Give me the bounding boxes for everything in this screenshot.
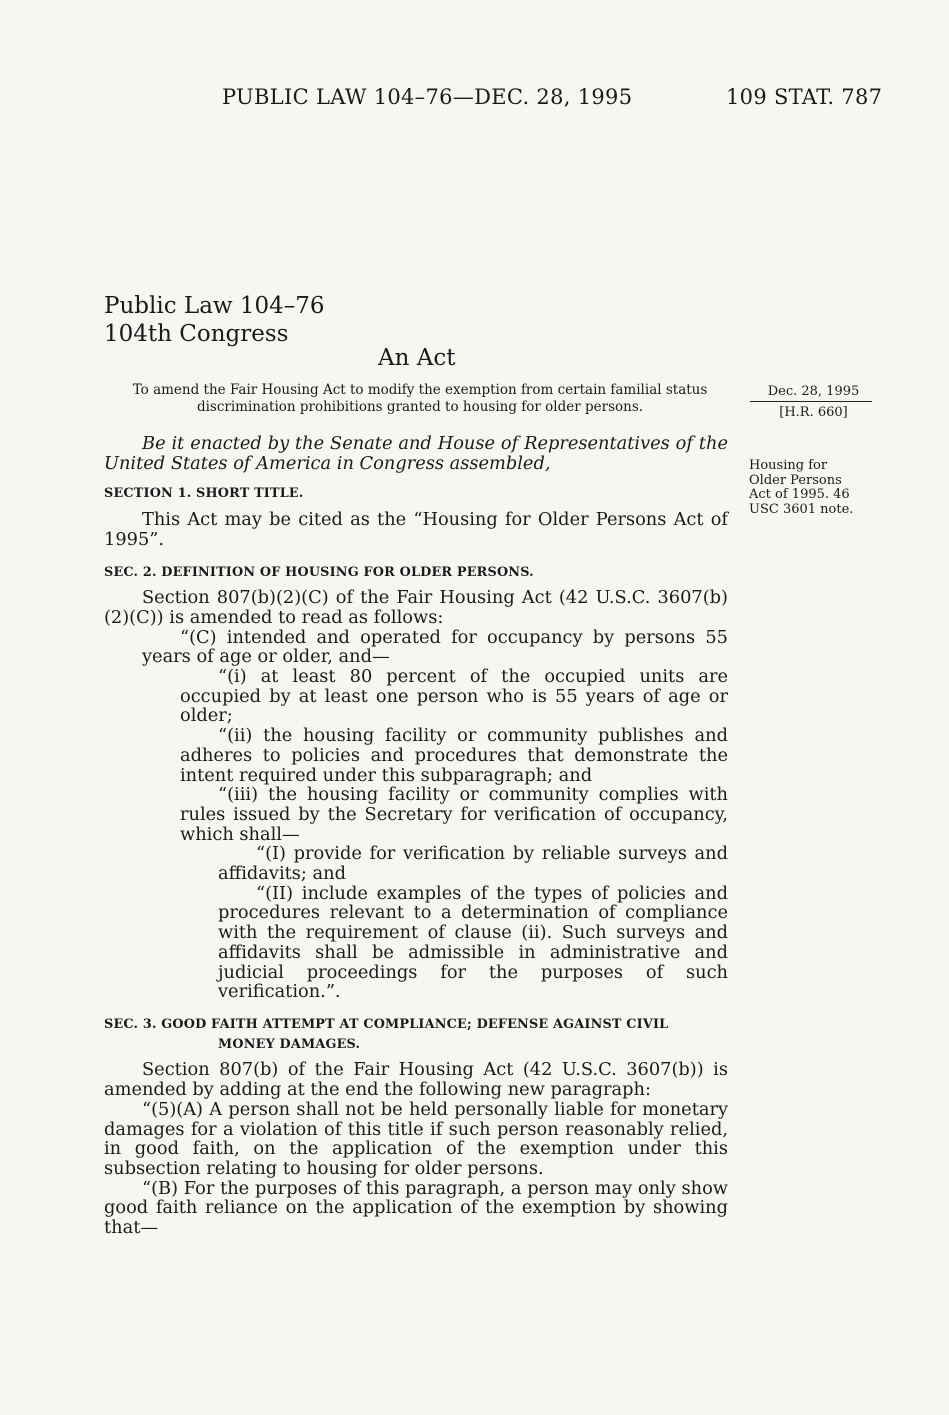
clause-iii: “(iii) the housing facility or community complies with rules issued by the Secretary for verification of occupancy, which shall—: [180, 784, 728, 845]
paragraph-5A: “(5)(A) A person shall not be held personally liable for monetary damages for a violation of this title if such person reasonably relied, in good faith, on the application of the exemption under this subsection relating to housing for older persons.: [104, 1098, 728, 1179]
section-2-heading: SEC. 2. DEFINITION OF HOUSING FOR OLDER PERSONS.: [104, 564, 534, 580]
section-1-text: This Act may be cited as the “Housing for Older Persons Act of 1995”.: [104, 509, 728, 550]
law-number: Public Law 104–76: [104, 293, 325, 319]
section-1-heading: SECTION 1. SHORT TITLE.: [104, 486, 304, 502]
enacting-clause: Be it enacted by the Senate and House of Representatives of the United States of America in Congress assembled,: [104, 433, 728, 474]
subclause-I: “(I) provide for verification by reliable surveys and affidavits; and: [218, 843, 728, 885]
congress-number: 104th Congress: [104, 321, 289, 347]
clause-i: “(i) at least 80 percent of the occupied units are occupied by at least one person who is 55 years of age or older;: [180, 666, 728, 727]
running-header-left: PUBLIC LAW 104–76—DEC. 28, 1995: [222, 85, 633, 109]
margin-date: Dec. 28, 1995: [767, 384, 860, 399]
subparagraph-C: “(C) intended and operated for occupancy by persons 55 years of age or older, and—: [142, 626, 728, 668]
paragraph-B: “(B) For the purposes of this paragraph, a person may only show good faith reliance on the application of the exemption by showing that—: [104, 1177, 728, 1239]
running-header-right: 109 STAT. 787: [726, 85, 883, 109]
margin-bill: [H.R. 660]: [779, 405, 848, 420]
statute-body: [104, 434, 728, 1238]
section-3-intro: Section 807(b) of the Fair Housing Act (42 U.S.C. 3607(b)) is amended by adding at the end the following new paragraph:: [104, 1059, 728, 1101]
purpose-statement: To amend the Fair Housing Act to modify the exemption from certain familial status discrimination prohibitions granted to housing for older persons.: [132, 382, 708, 415]
section-3-heading: SEC. 3. GOOD FAITH ATTEMPT AT COMPLIANCE; DEFENSE AGAINST CIVIL MONEY DAMAGES.: [104, 1016, 669, 1052]
clause-ii: “(ii) the housing facility or community publishes and adheres to policies and procedures that demonstrate the intent required under this subparagraph; and: [180, 725, 728, 786]
margin-note: Housing for Older Persons Act of 1995. 46 USC 3601 note.: [749, 458, 854, 517]
act-heading: An Act: [378, 345, 456, 371]
margin-rule: [750, 401, 872, 402]
subclause-II: “(II) include examples of the types of policies and procedures relevant to a determination of compliance with the requirement of clause (ii). Such surveys and affidavits shall be admissible in administrative and judicial proceedings for the purposes of such verification.”.: [218, 882, 728, 1003]
section-2-intro: Section 807(b)(2)(C) of the Fair Housing Act (42 U.S.C. 3607(b)(2)(C)) is amended to read as follows:: [104, 587, 728, 628]
